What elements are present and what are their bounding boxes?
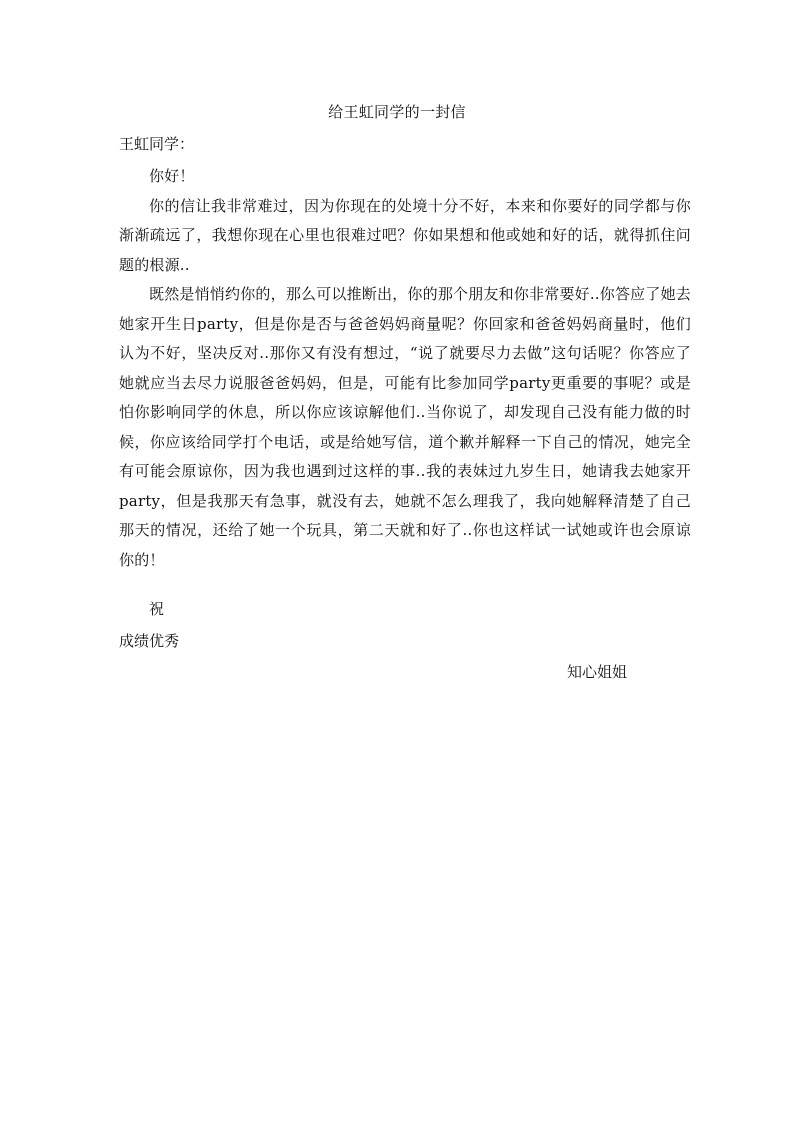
letter-title: 给王虹同学的一封信 — [328, 103, 466, 121]
letter-signature: 知心姐姐 — [567, 663, 628, 681]
body-paragraph: 既然是悄悄约你的，那么可以推断出，你的那个朋友和你非常要好..你答应了她去她家开生日party，但是你是否与爸爸妈妈商量呢？你回家和爸爸妈妈商量时，他们认为不好，坚决反对..那你又有没有想过，“说了就要尽力去做”这句话呢？你答应了她就应当去尽力说服爸爸妈妈，但是，可能有比参加同学party更重要的事呢？或是怕你影响同学的休息，所以你应该谅解他们..当你说了，却发现自己没有能力做的时候，你应该给同学打个电话，或是给她写信，道个歉并解释一下自己的情况，她完全有可能会原谅你，因为我也遇到过这样的事..我的表妹过九岁生日，她请我去她家开party，但是我那天有急事，就没有去，她就不怎么理我了，我向她解释清楚了自己那天的情况，还给了她一个玩具，第二天就和好了..你也这样试一试她或许也会原谅你的！ — [119, 285, 691, 569]
letter-body — [119, 162, 691, 575]
closing-wish: 祝 — [149, 600, 165, 618]
body-paragraph: 你的信让我非常难过，因为你现在的处境十分不好，本来和你要好的同学都与你渐渐疏远了，我想你现在心里也很难过吧？你如果想和他或她和好的话，就得抓住问题的根源.. — [119, 196, 691, 274]
closing-blessing: 成绩优秀 — [119, 632, 180, 650]
letter-salutation: 王虹同学： — [119, 135, 195, 153]
greeting-paragraph: 你好！ — [149, 167, 195, 185]
